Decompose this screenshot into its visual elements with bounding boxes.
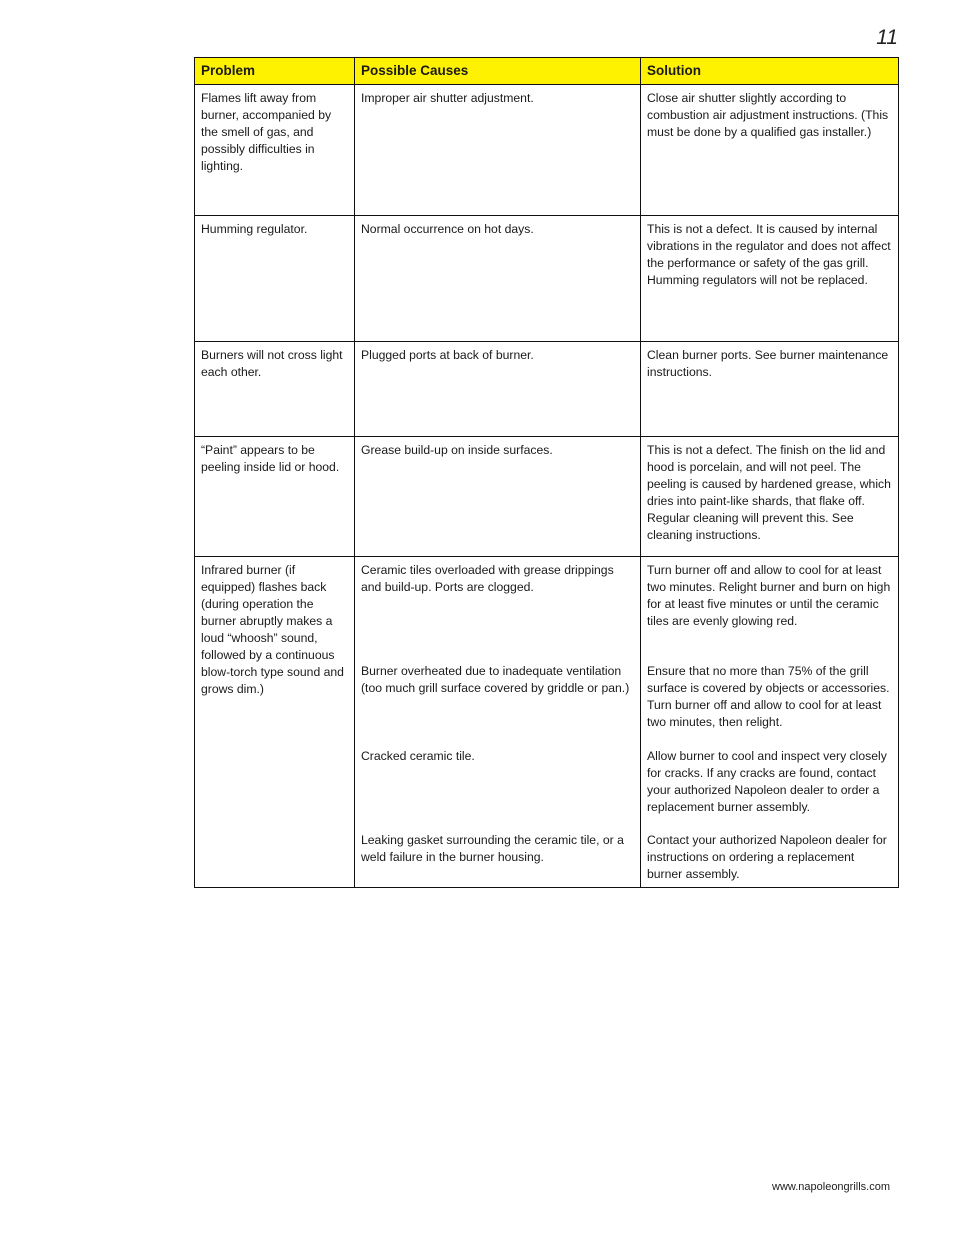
problem-cell: Infrared burner (if equipped) flashes back (during operation the burner abruptly makes a loud “whoosh” sound, followed by a continuous blow-torch type sound and grows dim.) [195,557,355,888]
problem-cell: Humming regulator. [195,216,355,342]
cause-text: Leaking gasket surrounding the ceramic tile, or a weld failure in the burner housing. [361,833,624,864]
table-row [195,216,899,342]
cause-text: Ceramic tiles overloaded with grease drippings and build-up. Ports are clogged. [361,563,614,594]
solution-cell [641,216,899,342]
table-row [195,342,899,437]
solution-text: This is not a defect. The finish on the lid and hood is porcelain, and will not peel. The peeling is caused by hardened grease, which dries into paint-like shards, that flake off. Regular cleaning will prevent this. See cleaning instructions. [647,443,891,542]
solution-cell [641,557,899,888]
solution-text: Turn burner off and allow to cool for at least two minutes. Relight burner and burn on high for at least five minutes or until the ceramic tiles are evenly glowing red. [647,563,891,628]
causes-cell [355,85,641,216]
cause-text: Cracked ceramic tile. [361,749,475,763]
header-possible-causes: Possible Causes [355,58,641,85]
table-row [195,85,899,216]
causes-cell [355,437,641,557]
solution-text: Allow burner to cool and inspect very closely for cracks. If any cracks are found, contact your authorized Napoleon dealer to order a replacement burner assembly. [647,749,887,814]
problem-cell: Flames lift away from burner, accompanied by the smell of gas, and possibly difficulties in lighting. [195,85,355,216]
cause-text: Burner overheated due to inadequate ventilation (too much grill surface covered by griddle or pan.) [361,664,630,695]
cause-text: Plugged ports at back of burner. [361,348,534,362]
troubleshooting-table [194,57,899,888]
causes-cell [355,216,641,342]
table-header-row [195,58,899,85]
header-problem: Problem [195,58,355,85]
table-row [195,557,899,888]
cause-text: Grease build-up on inside surfaces. [361,443,553,457]
table-row [195,437,899,557]
solution-cell [641,342,899,437]
solution-cell [641,85,899,216]
causes-cell [355,557,641,888]
causes-cell [355,342,641,437]
solution-text: Clean burner ports. See burner maintenance instructions. [647,348,889,379]
problem-cell: “Paint” appears to be peeling inside lid or hood. [195,437,355,557]
cause-text: Normal occurrence on hot days. [361,222,534,236]
header-solution: Solution [641,58,899,85]
footer-website-link[interactable]: www.napoleongrills.com [772,1181,890,1193]
cause-text: Improper air shutter adjustment. [361,91,534,105]
problem-cell: Burners will not cross light each other. [195,342,355,437]
solution-text: This is not a defect. It is caused by internal vibrations in the regulator and does not affect the performance or safety of the gas grill. Humming regulators will not be replaced. [647,222,891,287]
solution-text: Contact your authorized Napoleon dealer for instructions on ordering a replacement burner assembly. [647,833,887,881]
solution-cell [641,437,899,557]
page-number: 11 [876,26,898,49]
solution-text: Ensure that no more than 75% of the grill surface is covered by objects or accessories. Turn burner off and allow to cool for at least two minutes, then relight. [647,664,890,729]
solution-text: Close air shutter slightly according to combustion air adjustment instructions. (This must be done by a qualified gas installer.) [647,91,889,139]
